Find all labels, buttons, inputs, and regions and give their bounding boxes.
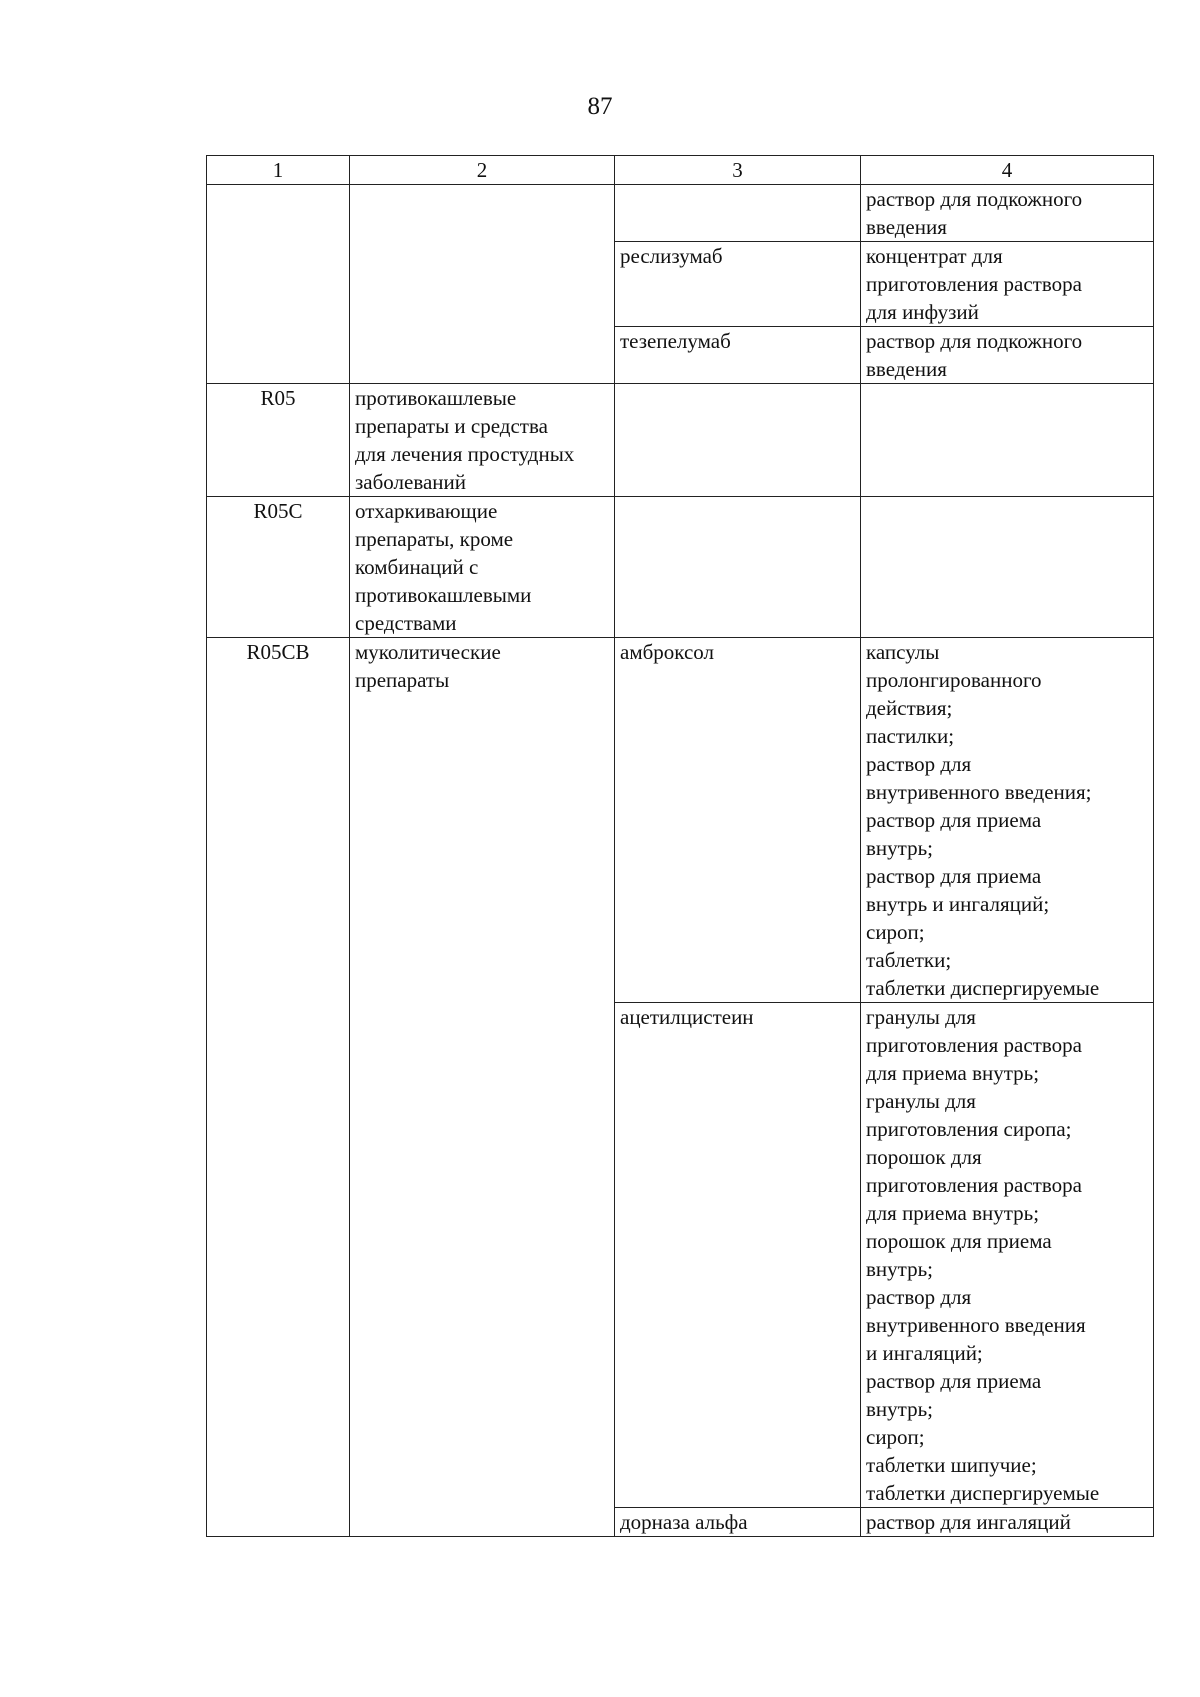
dosage-form-line: для приема внутрь;: [866, 1061, 1040, 1085]
table-row: [207, 185, 1154, 242]
table-row: [207, 638, 1154, 1003]
dosage-form-line: раствор для приема: [866, 808, 1042, 832]
dosage-forms-cell: [861, 384, 1154, 497]
group-name-line: для лечения простудных: [355, 442, 575, 466]
table-row: [207, 384, 1154, 497]
dosage-form-line: введения: [866, 357, 947, 381]
dosage-form-line: таблетки диспергируемые: [866, 1481, 1100, 1505]
group-name-line: комбинаций с: [355, 555, 479, 579]
dosage-form-line: раствор для приема: [866, 864, 1042, 888]
dosage-form-line: действия;: [866, 696, 953, 720]
dosage-forms-cell: [861, 497, 1154, 638]
dosage-form-line: раствор для приема: [866, 1369, 1042, 1393]
substance-cell: [615, 384, 861, 497]
dosage-form-line: порошок для: [866, 1145, 982, 1169]
drug-table: [206, 155, 1154, 1537]
dosage-form-line: приготовления сиропа;: [866, 1117, 1072, 1141]
group-name-cell: [350, 384, 615, 497]
atc-code-cell: [207, 185, 350, 384]
atc-code-cell: R05: [207, 384, 350, 497]
column-header-3: 3: [615, 156, 861, 185]
group-name-line: средствами: [355, 611, 457, 635]
group-name-line: противокашлевые: [355, 386, 517, 410]
dosage-form-line: гранулы для: [866, 1089, 976, 1113]
group-name-cell: [350, 638, 615, 1537]
dosage-form-line: капсулы: [866, 640, 940, 664]
substance-cell: амброксол: [615, 638, 861, 1003]
dosage-form-line: раствор для подкожного: [866, 329, 1083, 353]
substance-cell: ацетилцистеин: [615, 1003, 861, 1508]
group-name-line: препараты: [355, 668, 450, 692]
dosage-form-line: и ингаляций;: [866, 1341, 983, 1365]
dosage-forms-cell: [861, 185, 1154, 242]
dosage-forms-cell: [861, 1508, 1154, 1537]
dosage-form-line: внутрь;: [866, 836, 933, 860]
substance-cell: [615, 185, 861, 242]
group-name-line: препараты и средства: [355, 414, 548, 438]
dosage-form-line: порошок для приема: [866, 1229, 1052, 1253]
dosage-form-line: таблетки диспергируемые: [866, 976, 1100, 1000]
dosage-form-line: внутривенного введения;: [866, 780, 1092, 804]
dosage-form-line: пролонгированного: [866, 668, 1042, 692]
dosage-form-line: внутривенного введения: [866, 1313, 1086, 1337]
dosage-forms-cell: [861, 1003, 1154, 1508]
dosage-form-line: раствор для ингаляций: [866, 1510, 1071, 1534]
dosage-form-line: приготовления раствора: [866, 272, 1082, 296]
dosage-form-line: введения: [866, 215, 947, 239]
dosage-form-line: внутрь;: [866, 1257, 933, 1281]
group-name-cell: [350, 185, 615, 384]
group-name-line: заболеваний: [355, 470, 466, 494]
header-row: [207, 156, 1154, 185]
dosage-form-line: для приема внутрь;: [866, 1201, 1040, 1225]
substance-cell: [615, 497, 861, 638]
group-name-line: противокашлевыми: [355, 583, 532, 607]
group-name-line: препараты, кроме: [355, 527, 514, 551]
dosage-form-line: приготовления раствора: [866, 1173, 1082, 1197]
dosage-form-line: раствор для: [866, 752, 972, 776]
page-number: 87: [587, 93, 613, 120]
dosage-form-line: внутрь и ингаляций;: [866, 892, 1050, 916]
column-header-1: 1: [207, 156, 350, 185]
group-name-line: отхаркивающие: [355, 499, 498, 523]
dosage-form-line: раствор для подкожного: [866, 187, 1083, 211]
dosage-form-line: концентрат для: [866, 244, 1003, 268]
dosage-form-line: для инфузий: [866, 300, 979, 324]
dosage-forms-cell: [861, 242, 1154, 327]
group-name-line: муколитические: [355, 640, 501, 664]
group-name-cell: [350, 497, 615, 638]
dosage-form-line: гранулы для: [866, 1005, 976, 1029]
dosage-form-line: раствор для: [866, 1285, 972, 1309]
substance-cell: тезепелумаб: [615, 327, 861, 384]
dosage-forms-cell: [861, 327, 1154, 384]
dosage-form-line: пастилки;: [866, 724, 955, 748]
dosage-form-line: таблетки;: [866, 948, 952, 972]
atc-code-cell: R05C: [207, 497, 350, 638]
dosage-form-line: сироп;: [866, 920, 925, 944]
dosage-form-line: сироп;: [866, 1425, 925, 1449]
table-row: [207, 497, 1154, 638]
dosage-forms-cell: [861, 638, 1154, 1003]
substance-cell: реслизумаб: [615, 242, 861, 327]
substance-cell: дорназа альфа: [615, 1508, 861, 1537]
dosage-form-line: таблетки шипучие;: [866, 1453, 1037, 1477]
dosage-form-line: внутрь;: [866, 1397, 933, 1421]
column-header-4: 4: [861, 156, 1154, 185]
column-header-2: 2: [350, 156, 615, 185]
atc-code-cell: R05CB: [207, 638, 350, 1537]
dosage-form-line: приготовления раствора: [866, 1033, 1082, 1057]
